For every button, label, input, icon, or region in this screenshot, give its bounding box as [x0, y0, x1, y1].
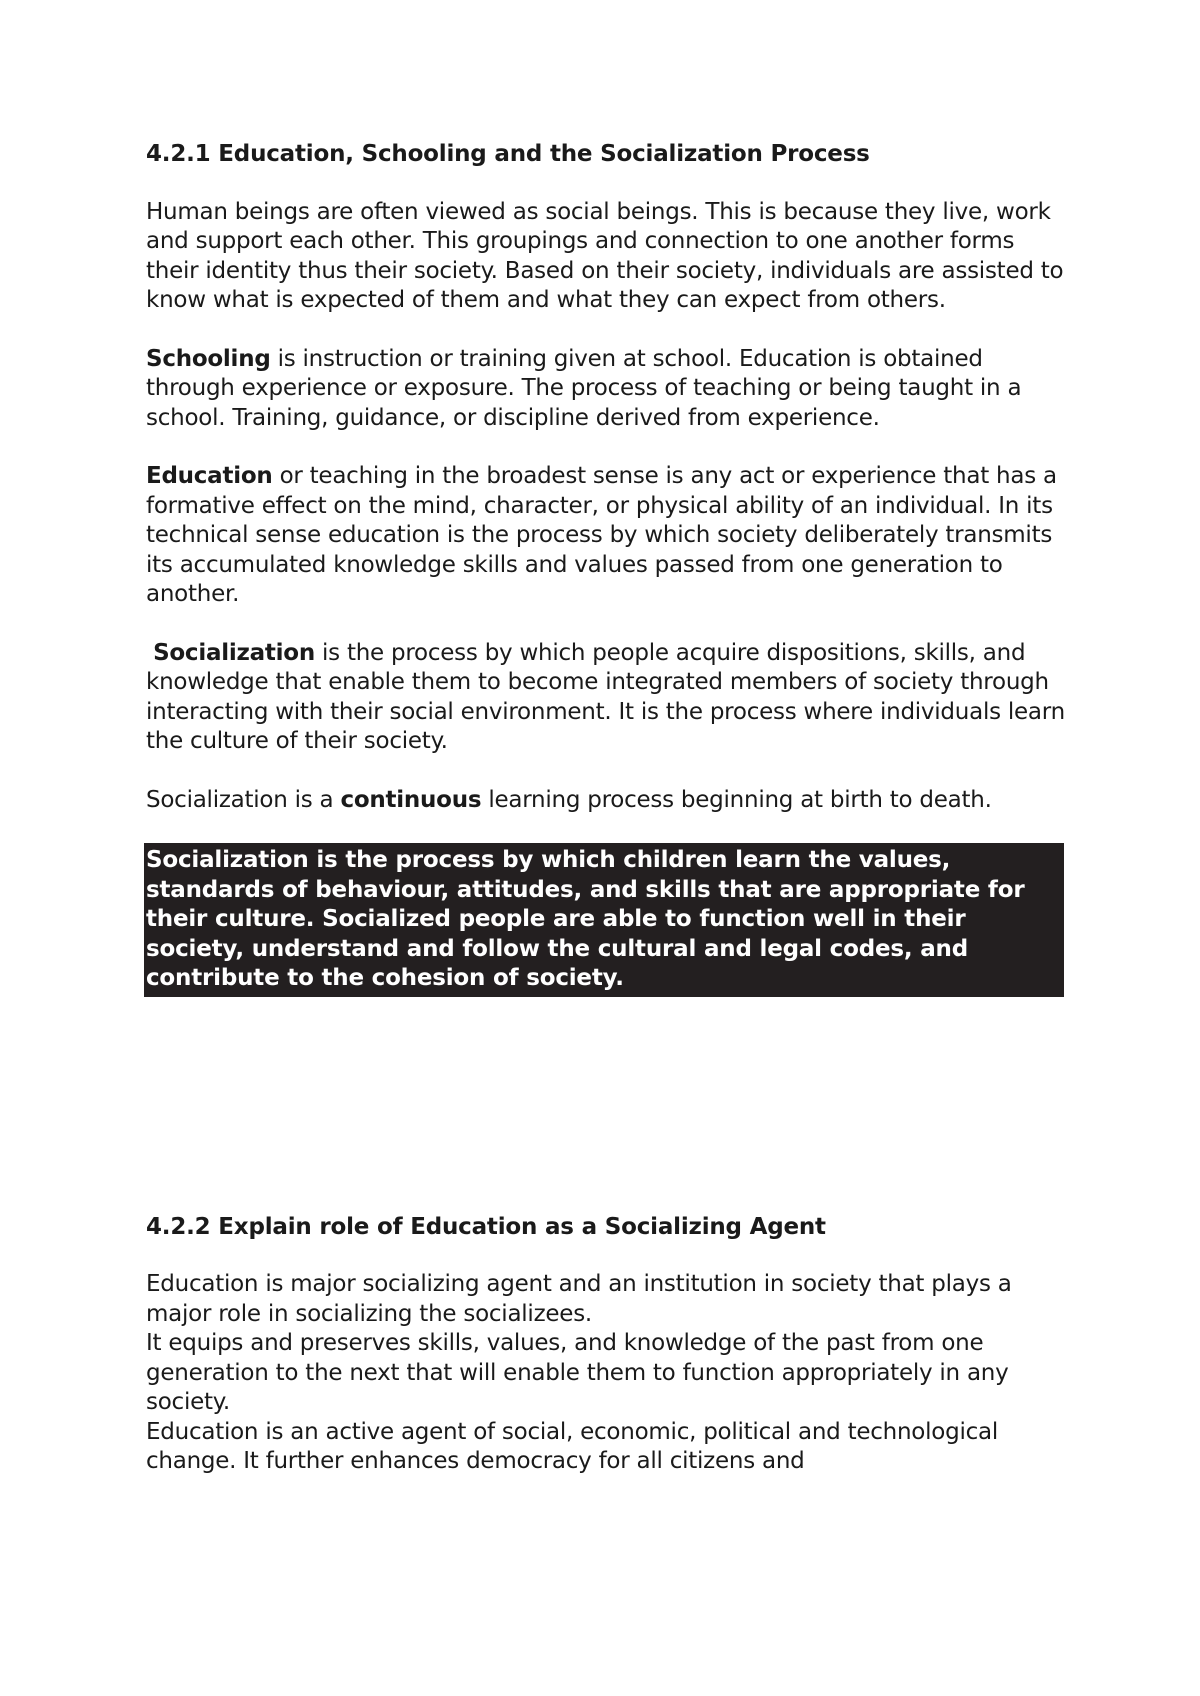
- role-paragraph-3: Education is an active agent of social, economic, political and technological change. It further enhances democracy for all citizens and: [146, 1418, 998, 1474]
- socialization-definition: is the process by which people acquire dispositions, skills, and knowledge that enable them to become integrated members of society through interacting with their social environment. It is the process where individuals learn the culture of their society.: [146, 639, 1065, 754]
- intro-paragraph: Human beings are often viewed as social beings. This is because they live, work and support each other. This groupings and connection to one another forms their identity thus their society. Based on their society, individuals are assisted to know what is expected of them and what they can expect from others.: [146, 198, 1064, 313]
- document-page: [146, 140, 1066, 1477]
- socialization-term: Socialization: [153, 639, 315, 666]
- role-paragraph-2: It equips and preserves skills, values, and knowledge of the past from one generation to the next that will enable them to function appropriately in any society.: [146, 1330, 1009, 1415]
- continuous-term: continuous: [340, 786, 482, 813]
- socialization-paragraph: [146, 639, 1066, 757]
- role-paragraph-1: Education is major socializing agent and an institution in society that plays a major role in socializing the socializees.: [146, 1271, 1012, 1327]
- schooling-term: Schooling: [146, 345, 271, 372]
- education-definition: or teaching in the broadest sense is any act or experience that has a formative effect on the mind, character, or physical ability of an individual. In its technical sense education is the process by which society deliberately transmits its accumulated knowledge skills and values passed from one generation to another.: [146, 463, 1057, 607]
- continuous-lead: Socialization is a: [146, 786, 341, 813]
- education-term: Education: [146, 463, 273, 489]
- schooling-paragraph: [146, 345, 1066, 434]
- section-heading-4-2-1: 4.2.1 Education, Schooling and the Socialization Process: [146, 141, 870, 167]
- section-heading-4-2-2: 4.2.2 Explain role of Education as a Socializing Agent: [146, 1213, 826, 1240]
- education-paragraph: [146, 462, 1066, 610]
- highlighted-definition-box: Socialization is the process by which children learn the values, standards of behaviour, attitudes, and skills that are appropriate for their culture. Socialized people are able to function well in their society, understand and follow the cultural and legal codes, and contribute to the cohesion of society.: [144, 843, 1064, 997]
- continuous-paragraph: [146, 786, 1066, 816]
- schooling-definition: is instruction or training given at school. Education is obtained through experience or exposure. The process of teaching or being taught in a school. Training, guidance, or discipline derived from experience.: [146, 345, 1022, 431]
- continuous-tail: learning process beginning at birth to death.: [481, 786, 992, 813]
